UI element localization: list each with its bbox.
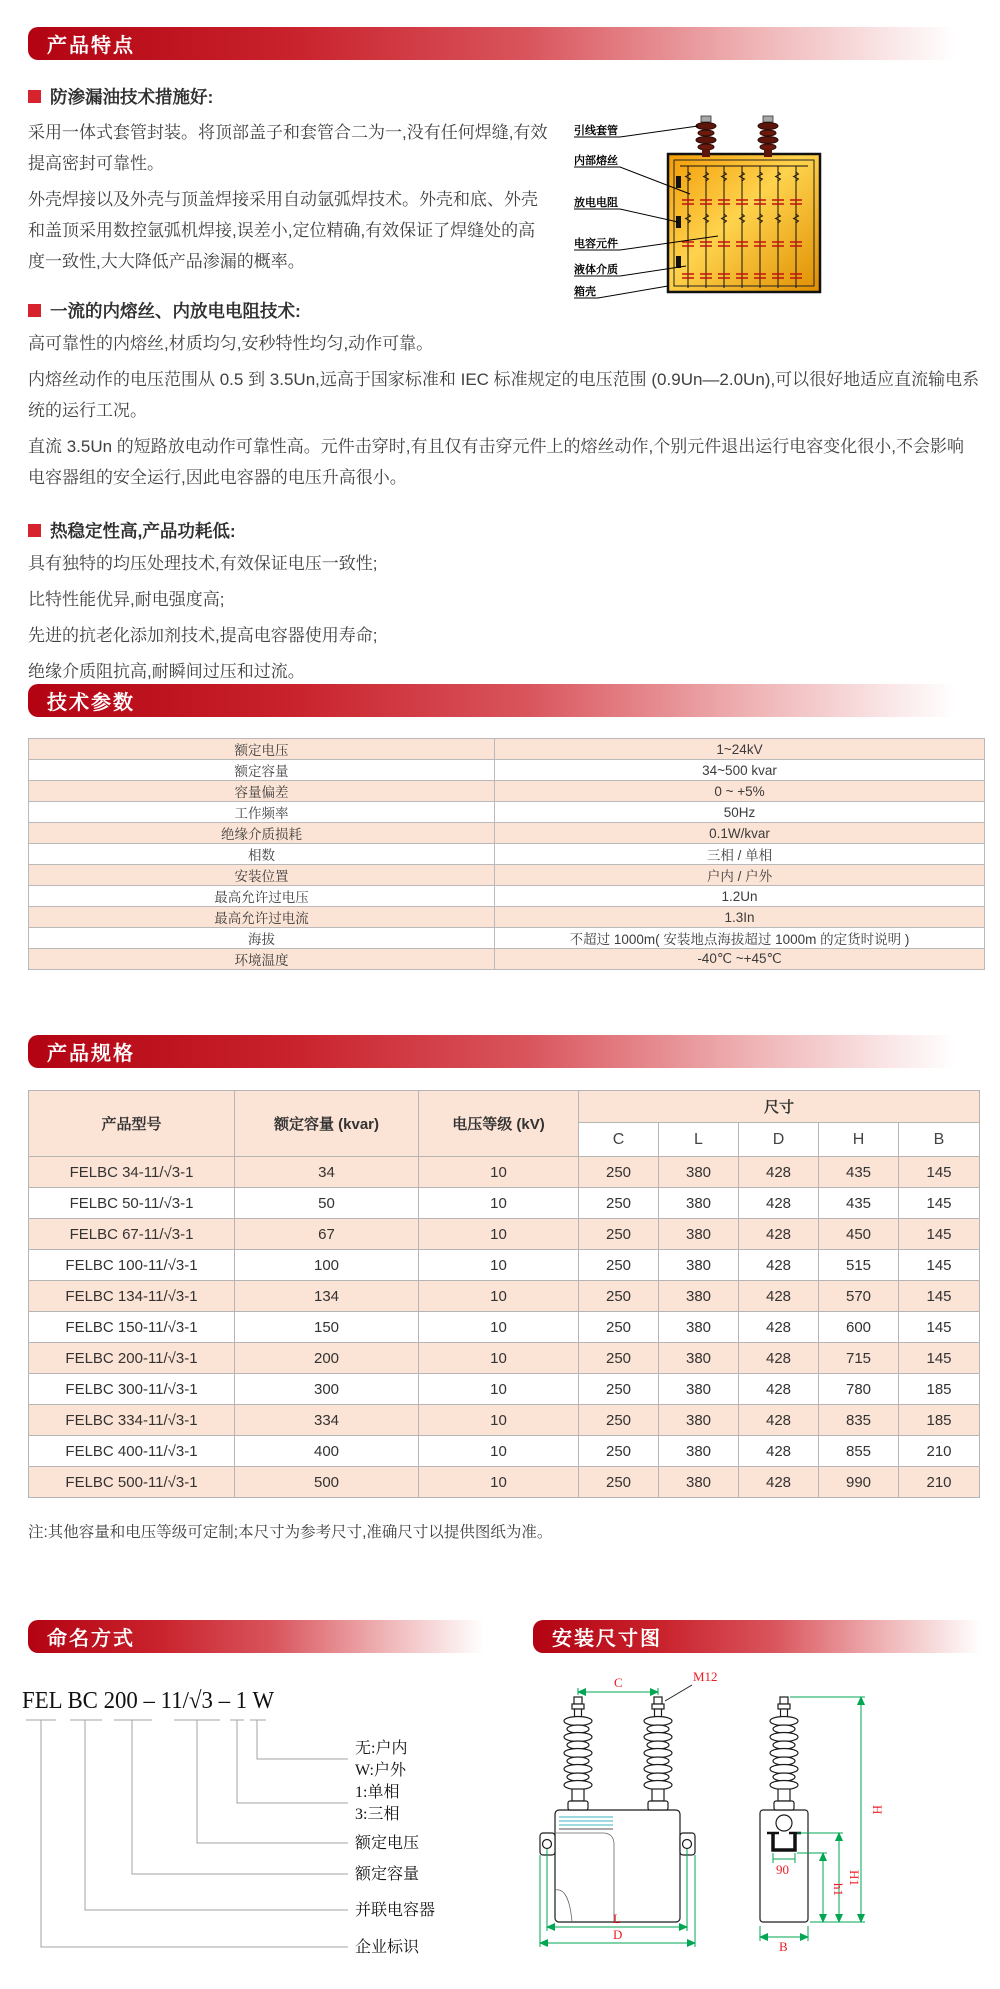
voltage-cell: 10: [419, 1219, 579, 1250]
installation-dimension-drawing: [433, 1665, 995, 1989]
naming-label-indoor: 无:户内: [355, 1740, 408, 1757]
dim-label-H: H: [870, 1805, 885, 1815]
dim-cell: 855: [819, 1436, 899, 1467]
model-cell: FELBC 200-11/√3-1: [29, 1343, 235, 1374]
param-label-cell: 相数: [29, 844, 495, 865]
feature-heading-text: 一流的内熔丝、内放电电阻技术:: [50, 301, 301, 321]
dim-cell: 990: [819, 1467, 899, 1498]
model-cell: FELBC 334-11/√3-1: [29, 1405, 235, 1436]
voltage-cell: 10: [419, 1467, 579, 1498]
model-cell: FELBC 50-11/√3-1: [29, 1188, 235, 1219]
bullet-square-icon: [28, 524, 41, 537]
bushing-left: [696, 116, 716, 157]
capacity-cell: 50: [235, 1188, 419, 1219]
dim-cell: 250: [579, 1157, 659, 1188]
param-label-cell: 海拔: [29, 928, 495, 949]
dim-cell: 380: [659, 1188, 739, 1219]
feature-paragraph: 内熔丝动作的电压范围从 0.5 到 3.5Un,远高于国家标准和 IEC 标准规定的电压范围 (0.9Un—2.0Un),可以很好地适应直流输电系统的运行工况。: [28, 370, 980, 420]
feature-heading: [28, 298, 980, 323]
dim-cell: 715: [819, 1343, 899, 1374]
param-row: [29, 949, 985, 970]
param-label-cell: 环境温度: [29, 949, 495, 970]
feature-block-seal: [28, 84, 980, 299]
dim-cell: 210: [899, 1467, 980, 1498]
param-value-cell: 不超过 1000m( 安装地点海拔超过 1000m 的定货时说明 ): [495, 928, 985, 949]
section-banner-install: [533, 1620, 995, 1653]
dim-cell: 835: [819, 1405, 899, 1436]
spec-row: [29, 1188, 980, 1219]
col-header-size: 尺寸: [579, 1091, 980, 1123]
dim-cell: 428: [739, 1312, 819, 1343]
dim-cell: 428: [739, 1343, 819, 1374]
bushing-right: [758, 116, 778, 157]
param-value-cell: 0.1W/kvar: [495, 823, 985, 844]
spec-note: 注:其他容量和电压等级可定制;本尺寸为参考尺寸,准确尺寸以提供图纸为准。: [28, 1524, 553, 1541]
dim-cell: 600: [819, 1312, 899, 1343]
dim-label-90: 90: [776, 1862, 789, 1877]
dim-cell: 380: [659, 1436, 739, 1467]
spec-header-row: [29, 1091, 980, 1123]
param-value-cell: 1.2Un: [495, 886, 985, 907]
banner-title: 命名方式: [47, 1628, 135, 1650]
model-cell: FELBC 400-11/√3-1: [29, 1436, 235, 1467]
side-view-drawing: [760, 1697, 885, 1954]
dim-cell: 250: [579, 1405, 659, 1436]
col-header-D: D: [739, 1123, 819, 1157]
bullet-square-icon: [28, 90, 41, 103]
voltage-cell: 10: [419, 1281, 579, 1312]
dim-label-D: D: [613, 1927, 623, 1942]
dim-cell: 428: [739, 1281, 819, 1312]
dim-cell: 185: [899, 1374, 980, 1405]
dim-label-C: C: [614, 1675, 623, 1690]
param-value-cell: 0 ~ +5%: [495, 781, 985, 802]
dim-cell: 435: [819, 1157, 899, 1188]
dim-cell: 780: [819, 1374, 899, 1405]
capacity-cell: 34: [235, 1157, 419, 1188]
spec-row: [29, 1467, 980, 1498]
voltage-cell: 10: [419, 1157, 579, 1188]
feature-block-thermal: [28, 518, 980, 692]
dim-cell: 380: [659, 1219, 739, 1250]
dim-cell: 428: [739, 1188, 819, 1219]
col-header-capacity: 额定容量 (kvar): [235, 1091, 419, 1157]
param-value-cell: 1~24kV: [495, 739, 985, 760]
feature-heading: [28, 84, 980, 109]
voltage-cell: 10: [419, 1188, 579, 1219]
feature-heading: [28, 518, 980, 543]
dim-cell: 428: [739, 1374, 819, 1405]
spec-row: [29, 1405, 980, 1436]
dim-cell: 250: [579, 1312, 659, 1343]
dim-cell: 145: [899, 1250, 980, 1281]
model-cell: FELBC 134-11/√3-1: [29, 1281, 235, 1312]
banner-title: 技术参数: [47, 692, 135, 714]
dim-cell: 380: [659, 1250, 739, 1281]
param-label-cell: 安装位置: [29, 865, 495, 886]
section-banner-specs: [28, 1035, 985, 1068]
feature-heading-text: 热稳定性高,产品功耗低:: [50, 521, 236, 541]
spec-row: [29, 1312, 980, 1343]
dim-cell: 570: [819, 1281, 899, 1312]
naming-label-outdoor: W:户外: [355, 1762, 406, 1779]
spec-row: [29, 1219, 980, 1250]
feature-paragraph: 具有独特的均压处理技术,有效保证电压一致性;: [28, 554, 378, 573]
dim-cell: 428: [739, 1436, 819, 1467]
spec-row: [29, 1157, 980, 1188]
feature-paragraph: 外壳焊接以及外壳与顶盖焊接采用自动氩弧焊技术。外壳和底、外壳和盖顶采用数控氩弧机焊接,误差小,定位精确,有效保证了焊缝处的高度一致性,大大降低产品渗漏的概率。: [28, 190, 538, 271]
naming-label-shunt-cap: 并联电容器: [355, 1902, 436, 1919]
col-header-B: B: [899, 1123, 980, 1157]
spec-row: [29, 1436, 980, 1467]
param-row: [29, 760, 985, 781]
dim-cell: 428: [739, 1405, 819, 1436]
param-row: [29, 844, 985, 865]
section-banner-tech-params: [28, 684, 985, 717]
diagram-label-bushing: 引线套管: [574, 125, 618, 137]
col-header-L: L: [659, 1123, 739, 1157]
naming-label-three: 3:三相: [355, 1806, 400, 1823]
features-section: [28, 84, 980, 681]
naming-label-voltage: 额定电压: [355, 1835, 420, 1852]
param-row: [29, 823, 985, 844]
front-view-drawing: [540, 1669, 718, 1947]
feature-paragraph: 直流 3.5Un 的短路放电动作可靠性高。元件击穿时,有且仅有击穿元件上的熔丝动作,个别元件退出运行电容变化很小,不会影响电容器组的安全运行,因此电容器的电压升高很小。: [28, 437, 964, 487]
capacity-cell: 150: [235, 1312, 419, 1343]
dim-cell: 145: [899, 1312, 980, 1343]
param-label-cell: 最高允许过电流: [29, 907, 495, 928]
dim-cell: 380: [659, 1467, 739, 1498]
feature-paragraph: 高可靠性的内熔丝,材质均匀,安秒特性均匀,动作可靠。: [28, 334, 434, 353]
param-label-cell: 额定容量: [29, 760, 495, 781]
dim-cell: 428: [739, 1467, 819, 1498]
naming-model-text: FEL BC 200 – 11/√3 – 1 W: [22, 1688, 275, 1714]
diagram-label-fuse: 内部熔丝: [574, 155, 618, 167]
capacity-cell: 500: [235, 1467, 419, 1498]
diagram-label-element: 电容元件: [574, 238, 618, 250]
dim-label-B: B: [779, 1939, 788, 1954]
dim-cell: 380: [659, 1374, 739, 1405]
feature-block-fuse: [28, 298, 980, 498]
dim-cell: 250: [579, 1188, 659, 1219]
param-label-cell: 绝缘介质损耗: [29, 823, 495, 844]
param-row: [29, 781, 985, 802]
section-banner-features: [28, 27, 985, 60]
feature-paragraph: 先进的抗老化添加剂技术,提高电容器使用寿命;: [28, 626, 378, 645]
capacitor-structure-diagram: [568, 114, 828, 299]
diagram-label-case: 箱壳: [574, 286, 596, 298]
capacity-cell: 200: [235, 1343, 419, 1374]
voltage-cell: 10: [419, 1343, 579, 1374]
dim-cell: 250: [579, 1374, 659, 1405]
product-spec-table: [28, 1090, 980, 1498]
naming-label-single: 1:单相: [355, 1784, 400, 1801]
banner-title: 安装尺寸图: [552, 1628, 662, 1650]
param-row: [29, 928, 985, 949]
voltage-cell: 10: [419, 1405, 579, 1436]
col-header-H: H: [819, 1123, 899, 1157]
param-value-cell: 50Hz: [495, 802, 985, 823]
dim-cell: 435: [819, 1188, 899, 1219]
dim-cell: 428: [739, 1219, 819, 1250]
param-value-cell: 三相 / 单相: [495, 844, 985, 865]
dim-cell: 250: [579, 1436, 659, 1467]
dim-cell: 145: [899, 1188, 980, 1219]
dim-cell: 250: [579, 1219, 659, 1250]
dim-cell: 428: [739, 1250, 819, 1281]
spec-row: [29, 1250, 980, 1281]
col-header-model: 产品型号: [29, 1091, 235, 1157]
param-row: [29, 739, 985, 760]
param-value-cell: 户内 / 户外: [495, 865, 985, 886]
param-label-cell: 工作频率: [29, 802, 495, 823]
diagram-label-resistor: 放电电阻: [574, 197, 618, 209]
dim-cell: 185: [899, 1405, 980, 1436]
tech-params-table: [28, 738, 985, 970]
voltage-cell: 10: [419, 1312, 579, 1343]
dim-cell: 380: [659, 1312, 739, 1343]
feature-paragraph: 采用一体式套管封装。将顶部盖子和套管合二为一,没有任何焊缝,有效提高密封可靠性。: [28, 123, 548, 173]
voltage-cell: 10: [419, 1250, 579, 1281]
model-cell: FELBC 67-11/√3-1: [29, 1219, 235, 1250]
dim-cell: 380: [659, 1281, 739, 1312]
dim-label-L: L: [613, 1911, 621, 1926]
dim-cell: 250: [579, 1281, 659, 1312]
naming-label-brand: 企业标识: [355, 1939, 420, 1956]
param-row: [29, 865, 985, 886]
bullet-square-icon: [28, 304, 41, 317]
param-value-cell: -40℃ ~+45℃: [495, 949, 985, 970]
param-row: [29, 802, 985, 823]
capacity-cell: 134: [235, 1281, 419, 1312]
dim-cell: 210: [899, 1436, 980, 1467]
feature-paragraph: 比特性能优异,耐电强度高;: [28, 590, 225, 609]
naming-scheme-diagram: [18, 1668, 438, 1980]
capacity-cell: 300: [235, 1374, 419, 1405]
dim-cell: 450: [819, 1219, 899, 1250]
param-row: [29, 886, 985, 907]
model-cell: FELBC 500-11/√3-1: [29, 1467, 235, 1498]
dim-label-h1: h1: [831, 1883, 846, 1896]
dim-cell: 250: [579, 1467, 659, 1498]
capacity-cell: 400: [235, 1436, 419, 1467]
model-cell: FELBC 34-11/√3-1: [29, 1157, 235, 1188]
dim-cell: 145: [899, 1157, 980, 1188]
naming-label-capacity: 额定容量: [355, 1866, 420, 1883]
feature-paragraph: 绝缘介质阻抗高,耐瞬间过压和过流。: [28, 662, 305, 681]
dim-cell: 145: [899, 1281, 980, 1312]
col-header-voltage: 电压等级 (kV): [419, 1091, 579, 1157]
section-banner-naming: [28, 1620, 498, 1653]
dim-label-M12: M12: [693, 1669, 718, 1684]
banner-title: 产品规格: [47, 1043, 135, 1065]
dim-label-H1: H1: [847, 1870, 862, 1886]
banner-title: 产品特点: [47, 35, 135, 57]
spec-row: [29, 1343, 980, 1374]
dim-cell: 428: [739, 1157, 819, 1188]
spec-row: [29, 1374, 980, 1405]
capacity-cell: 334: [235, 1405, 419, 1436]
spec-row: [29, 1281, 980, 1312]
param-value-cell: 34~500 kvar: [495, 760, 985, 781]
dim-cell: 515: [819, 1250, 899, 1281]
col-header-C: C: [579, 1123, 659, 1157]
voltage-cell: 10: [419, 1436, 579, 1467]
param-label-cell: 容量偏差: [29, 781, 495, 802]
model-cell: FELBC 150-11/√3-1: [29, 1312, 235, 1343]
diagram-label-liquid: 液体介质: [574, 264, 618, 276]
feature-text: [28, 112, 550, 282]
dim-cell: 145: [899, 1343, 980, 1374]
feature-heading-text: 防渗漏油技术措施好:: [50, 87, 214, 107]
voltage-cell: 10: [419, 1374, 579, 1405]
param-value-cell: 1.3In: [495, 907, 985, 928]
dim-cell: 250: [579, 1250, 659, 1281]
param-label-cell: 最高允许过电压: [29, 886, 495, 907]
model-cell: FELBC 300-11/√3-1: [29, 1374, 235, 1405]
dim-cell: 250: [579, 1343, 659, 1374]
model-cell: FELBC 100-11/√3-1: [29, 1250, 235, 1281]
capacity-cell: 67: [235, 1219, 419, 1250]
dim-cell: 380: [659, 1157, 739, 1188]
dim-cell: 380: [659, 1405, 739, 1436]
dim-cell: 145: [899, 1219, 980, 1250]
dim-cell: 380: [659, 1343, 739, 1374]
param-row: [29, 907, 985, 928]
capacity-cell: 100: [235, 1250, 419, 1281]
param-label-cell: 额定电压: [29, 739, 495, 760]
